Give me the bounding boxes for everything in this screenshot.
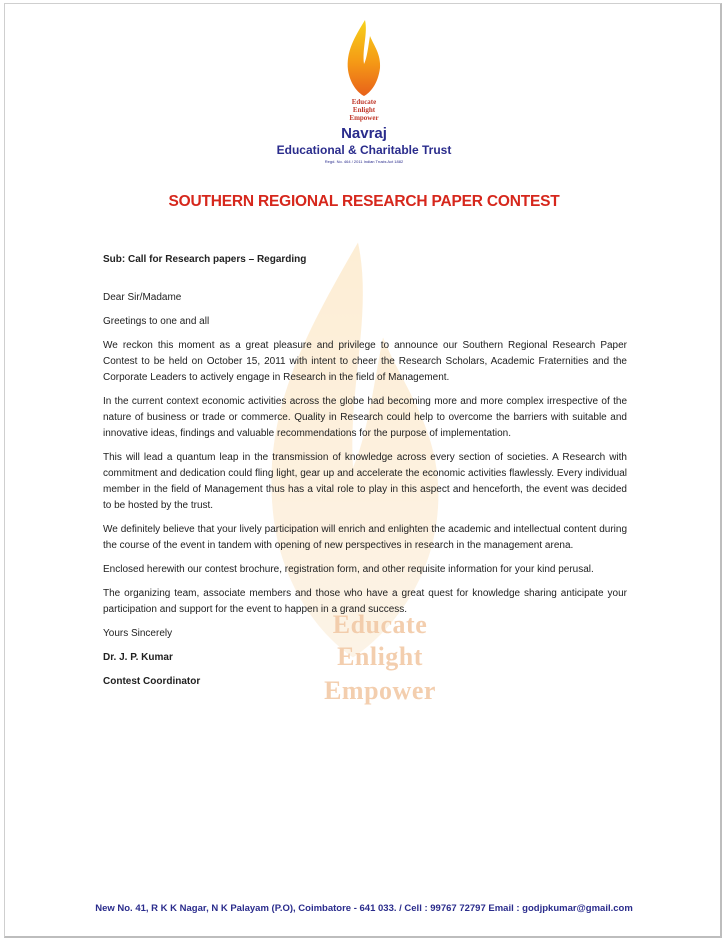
flame-logo-icon (334, 18, 394, 98)
paragraph-participation: We definitely believe that your lively participation will enrich and enlighten the academic and intellectual content during the course of the event in tandem with opening of new perspectives in research in the management arena. (103, 524, 627, 551)
paragraph-knowledge: This will lead a quantum leap in the transmission of knowledge across every section of societies. A Research with commitment and dedication could fling light, gear up and accelerate the economic activities flawlessly. Every individual member in the field of Management thus has a vital role to play in this aspect and henceforth, the event was decided to be hosted by the trust. (103, 452, 627, 511)
watermark-enlight: Enlight (337, 642, 423, 671)
salutation: Dear Sir/Madame (103, 292, 182, 303)
paragraph-organizing-team: The organizing team, associate members and those who have a great quest for knowledge sharing anticipate your participation and support for the event to happen in a grand success. (103, 588, 627, 615)
logo-tagline-educate: Educate (351, 98, 377, 106)
greeting: Greetings to one and all (103, 316, 210, 327)
paragraph-context: In the current context economic activities across the globe had becoming more and more complex irrespective of the nature of business or trade or commerce. Quality in Research could help to overcome the barriers with suitable and innovative ideas, findings and valuable recommendations for the purpose of implementation. (103, 396, 627, 439)
signatory-name: Dr. J. P. Kumar (103, 652, 173, 663)
org-name: Navraj (341, 125, 387, 142)
logo-tagline-enlight: Enlight (352, 106, 376, 114)
registration-text: Regd. No. 464 / 2011 Indian Trusts Act 1882 (324, 159, 404, 164)
watermark-educate: Educate (332, 610, 428, 639)
signatory-title: Contest Coordinator (103, 676, 201, 687)
letter-body (103, 252, 627, 698)
trust-logo (0, 18, 728, 164)
closing: Yours Sincerely (103, 628, 173, 639)
contest-title: SOUTHERN REGIONAL RESEARCH PAPER CONTEST (168, 193, 560, 210)
footer-address: New No. 41, R K K Nagar, N K Palayam (P.O), Coimbatore - 641 033. / Cell : 99767 72797 Email : godjpkumar@gmail.com (95, 903, 633, 914)
watermark-empower: Empower (324, 676, 436, 705)
subject-line: Sub: Call for Research papers – Regarding (103, 254, 307, 265)
paragraph-announcement: We reckon this moment as a great pleasure and privilege to announce our Southern Regional Research Paper Contest to be held on October 15, 2011 with intent to cheer the Research Scholars, Academic Fraternities and the Corporate Leaders to actively engage in Research in the field of Management. (103, 340, 627, 383)
logo-tagline-empower: Empower (349, 114, 379, 122)
org-subtitle: Educational & Charitable Trust (276, 143, 452, 157)
paragraph-enclosure: Enclosed herewith our contest brochure, registration form, and other requisite information for your kind perusal. (103, 564, 594, 575)
